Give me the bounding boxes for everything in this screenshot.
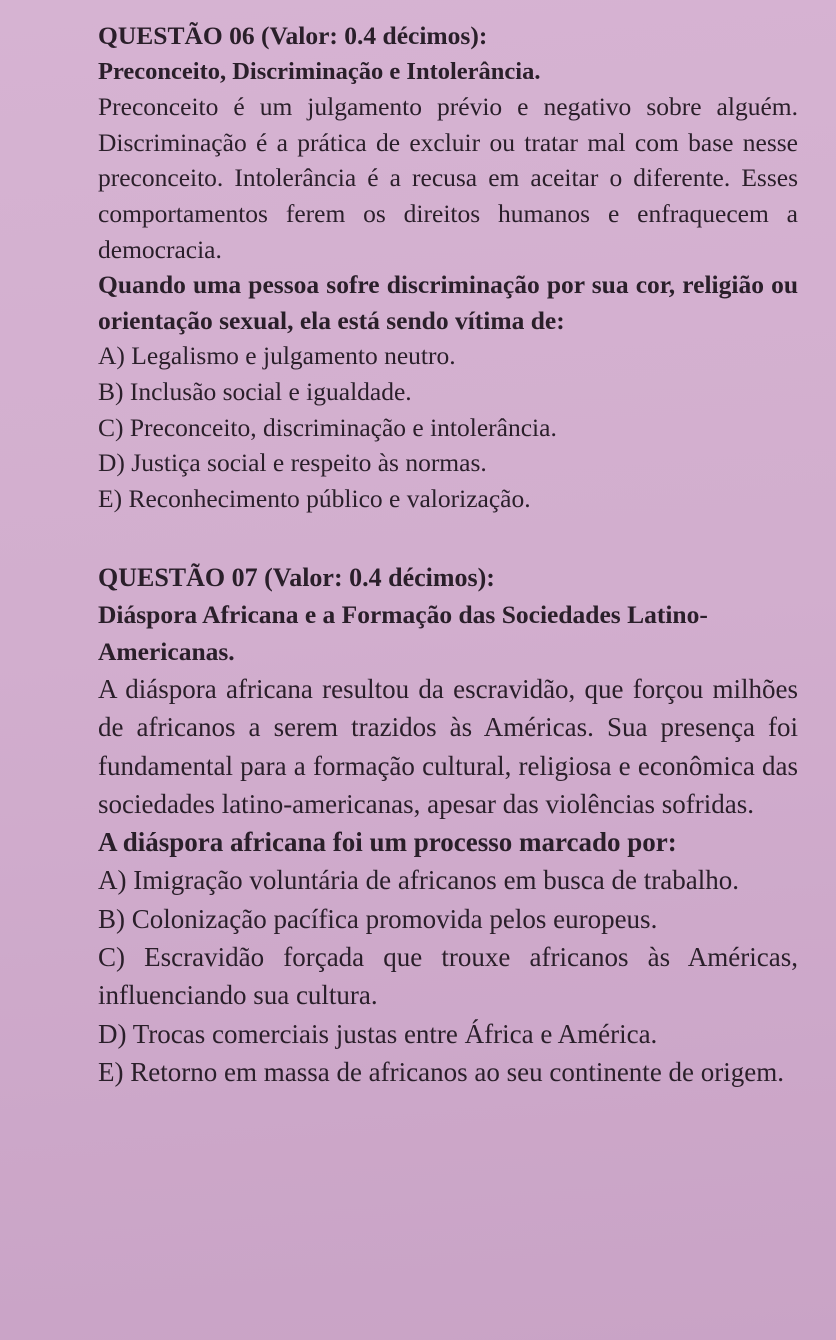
- question-text: A diáspora africana resultou da escravidão, que forçou milhões de africanos a serem trazidos às Américas. Sua presença foi fundamental para a formação cultural, religiosa e econômica das sociedades latino-americanas, apesar das violências sofridas.: [98, 673, 798, 819]
- option-d[interactable]: D) Justiça social e respeito às normas.: [98, 448, 487, 478]
- option-c[interactable]: C) Preconceito, discriminação e intolerância.: [98, 412, 557, 442]
- question-07: [98, 560, 798, 1091]
- option-a[interactable]: A) Imigração voluntária de africanos em busca de trabalho.: [98, 865, 739, 896]
- option-d[interactable]: D) Trocas comerciais justas entre África e América.: [98, 1018, 658, 1049]
- question-prompt: A diáspora africana foi um processo marcado por:: [98, 827, 677, 858]
- answer-options: [98, 861, 798, 1091]
- question-topic: Diáspora Africana e a Formação das Sociedades Latino-Americanas.: [98, 599, 708, 666]
- question-text: Preconceito é um julgamento prévio e negativo sobre alguém. Discriminação é a prática de excluir ou tratar mal com base nesse preconceito. Intolerância é a recusa em aceitar o diferente. Esses comportamentos ferem os direitos humanos e enfraquecem a democracia.: [98, 92, 798, 264]
- question-header: QUESTÃO 07 (Valor: 0.4 décimos):: [98, 563, 495, 593]
- option-a[interactable]: A) Legalismo e julgamento neutro.: [98, 341, 456, 371]
- question-topic: Preconceito, Discriminação e Intolerância.: [98, 57, 541, 85]
- section-divider-space: [98, 516, 798, 560]
- question-header: QUESTÃO 06 (Valor: 0.4 décimos):: [98, 21, 488, 50]
- exam-page: [98, 18, 798, 1091]
- option-e[interactable]: E) Reconhecimento público e valorização.: [98, 483, 531, 513]
- option-b[interactable]: B) Colonização pacífica promovida pelos europeus.: [98, 903, 658, 934]
- option-e[interactable]: E) Retorno em massa de africanos ao seu continente de origem.: [98, 1056, 785, 1087]
- question-06: [98, 18, 798, 516]
- option-b[interactable]: B) Inclusão social e igualdade.: [98, 376, 412, 406]
- question-prompt: Quando uma pessoa sofre discriminação por sua cor, religião ou orientação sexual, ela está sendo vítima de:: [98, 270, 798, 335]
- option-c[interactable]: C) Escravidão forçada que trouxe africanos às Américas, influenciando sua cultura.: [98, 941, 798, 1011]
- answer-options: [98, 338, 798, 516]
